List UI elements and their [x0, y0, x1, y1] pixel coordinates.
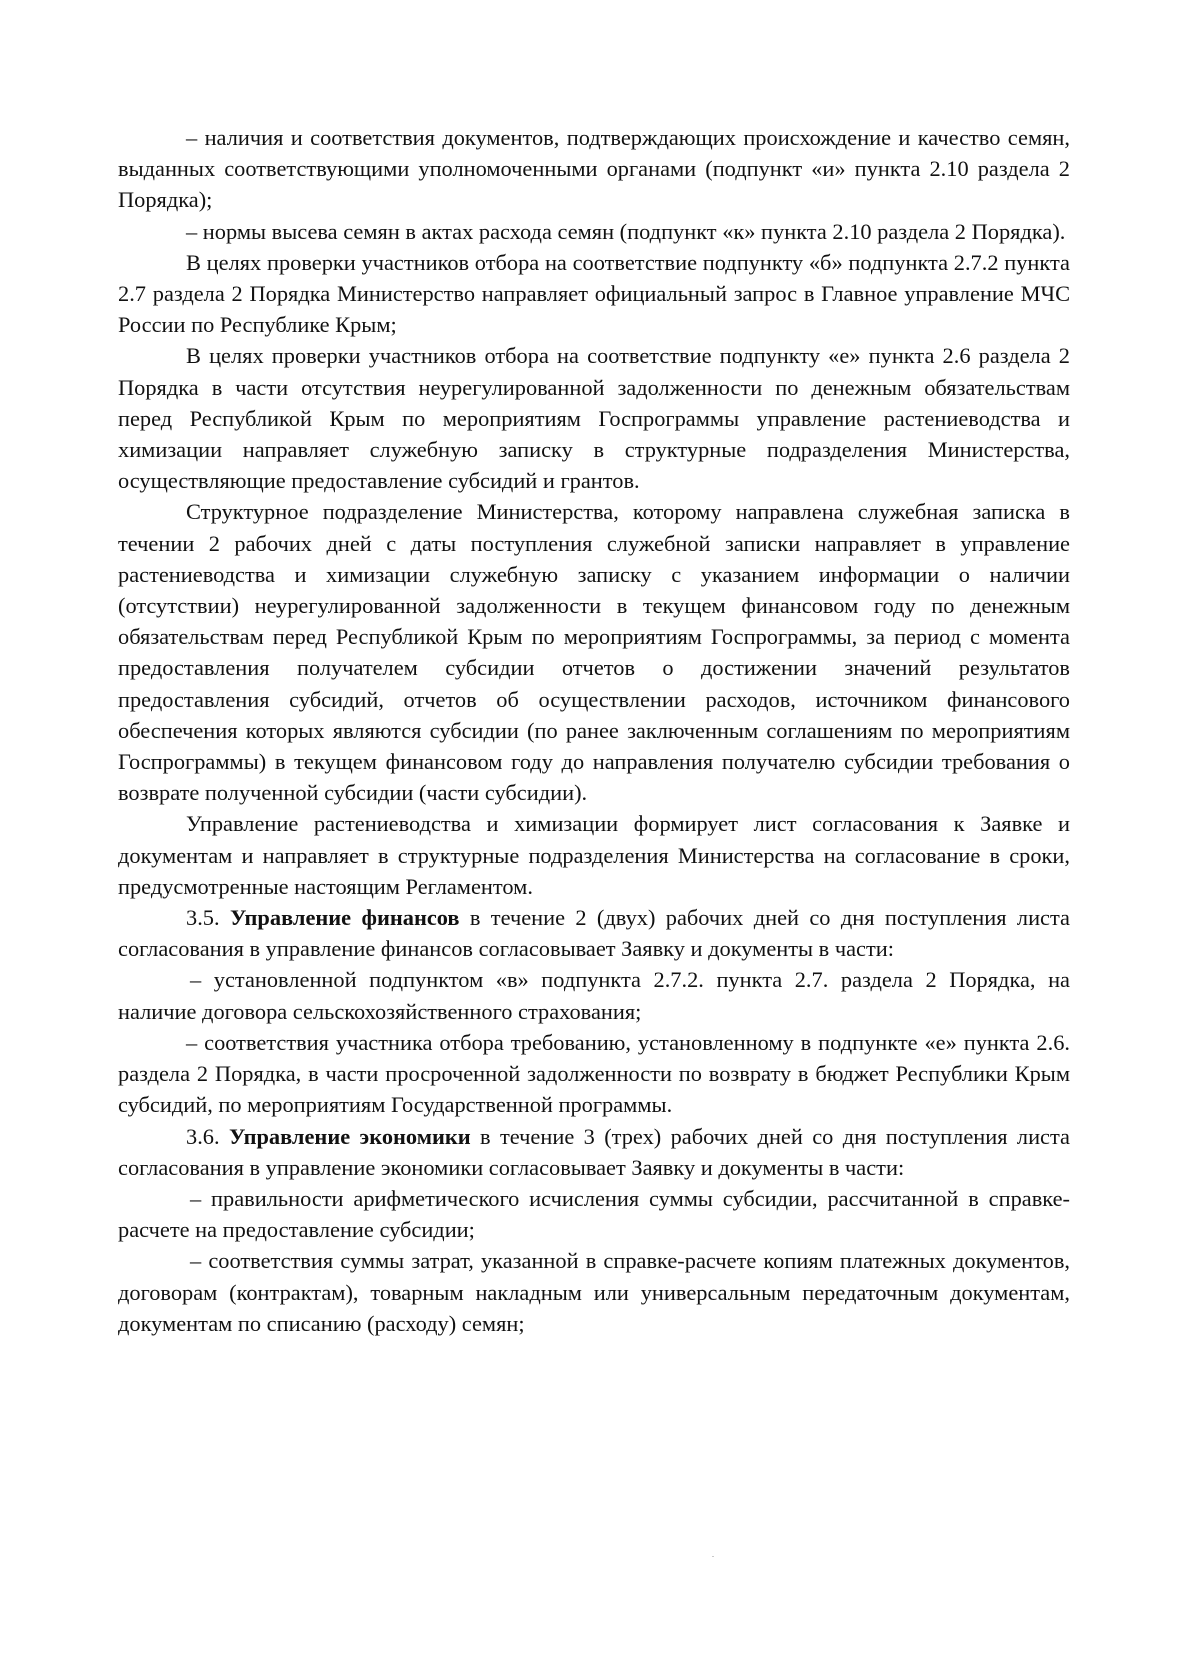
scan-speck: [712, 1556, 714, 1557]
section-3-6-number: 3.6.: [186, 1123, 220, 1149]
section-3-5-item: – соответствия участника отбора требованию, установленному в подпункте «е» пункта 2.6. раздела 2 Порядка, в части просроченной задолженности по возврату в бюджет Республики Крым субсидий, по мероприятиям Государственной программы.: [118, 1029, 1070, 1118]
section-3-5-item: – установленной подпунктом «в» подпункта 2.7.2. пункта 2.7. раздела 2 Порядка, на наличие договора сельскохозяйственного страхования;: [118, 967, 1070, 1024]
paragraph-approval-sheet: Управление растениеводства и химизации формирует лист согласования к Заявке и документам и направляет в структурные подразделения Министерства на согласование в сроки, предусмотренные настоящим Регламентом.: [118, 811, 1070, 899]
section-3-5-text: в течение 2 (двух) рабочих дней со дня поступления листа согласования в управление финансов согласовывает Заявку и документы в части:: [118, 905, 1070, 962]
section-3-5: [118, 902, 1070, 964]
section-3-6-item: – правильности арифметического исчисления суммы субсидии, рассчитанной в справке-расчете на предоставление субсидии;: [118, 1185, 1070, 1243]
document-page: [118, 122, 1070, 1339]
section-3-6-text: в течение 3 (трех) рабочих дней со дня поступления листа согласования в управление экономики согласовывает Заявку и документы в части:: [118, 1123, 1070, 1180]
paragraph-structural-unit: Структурное подразделение Министерства, которому направлена служебная записка в течении 2 рабочих дней с даты поступления служебной записки направляет в управление растениеводства и химизации служебную записку с указанием информации о наличии (отсутствии) неурегулированной задолженности в текущем финансовом году по денежным обязательствам перед Республикой Крым по мероприятиям Госпрограммы, за период с момента предоставления получателем субсидии отчетов о достижении значений результатов предоставления субсидий, отчетов об осуществлении расходов, источником финансового обеспечения которых являются субсидии (по ранее заключенным соглашениям по мероприятиям Госпрограммы) в текущем финансовом году до направления получателю субсидии требования о возврате полученной субсидии (части субсидии).: [118, 499, 1070, 806]
section-3-6: [118, 1121, 1070, 1183]
paragraph-seed-documents: – наличия и соответствия документов, подтверждающих происхождение и качество семян, выданных соответствующими уполномоченными органами (подпункт «и» пункта 2.10 раздела 2 Порядка);: [118, 125, 1070, 213]
section-3-6-item: – соответствия суммы затрат, указанной в справке-расчете копиям платежных документов, договорам (контрактам), товарным накладным или универсальным передаточным документам, документам по списанию (расходу) семян;: [118, 1248, 1070, 1336]
section-3-6-heading: Управление экономики: [228, 1123, 471, 1149]
paragraph-seeding-norms: – нормы высева семян в актах расхода семян (подпункт «к» пункта 2.10 раздела 2 Порядка).: [186, 218, 1066, 244]
paragraph-debt-check: В целях проверки участников отбора на соответствие подпункту «е» пункта 2.6 раздела 2 Порядка в части отсутствия неурегулированной задолженности по денежным обязательствам перед Республикой Крым по мероприятиям Госпрограммы управление растениеводства и химизации направляет служебную записку в структурные подразделения Министерства, осуществляющие предоставление субсидий и грантов.: [118, 343, 1070, 494]
section-3-5-heading: Управление финансов: [229, 905, 460, 931]
section-3-5-number: 3.5.: [186, 905, 220, 931]
paragraph-mchs-request: В целях проверки участников отбора на соответствие подпункту «б» подпункта 2.7.2 пункта 2.7 раздела 2 Порядка Министерство направляет официальный запрос в Главное управление МЧС России по Республике Крым;: [118, 249, 1070, 338]
